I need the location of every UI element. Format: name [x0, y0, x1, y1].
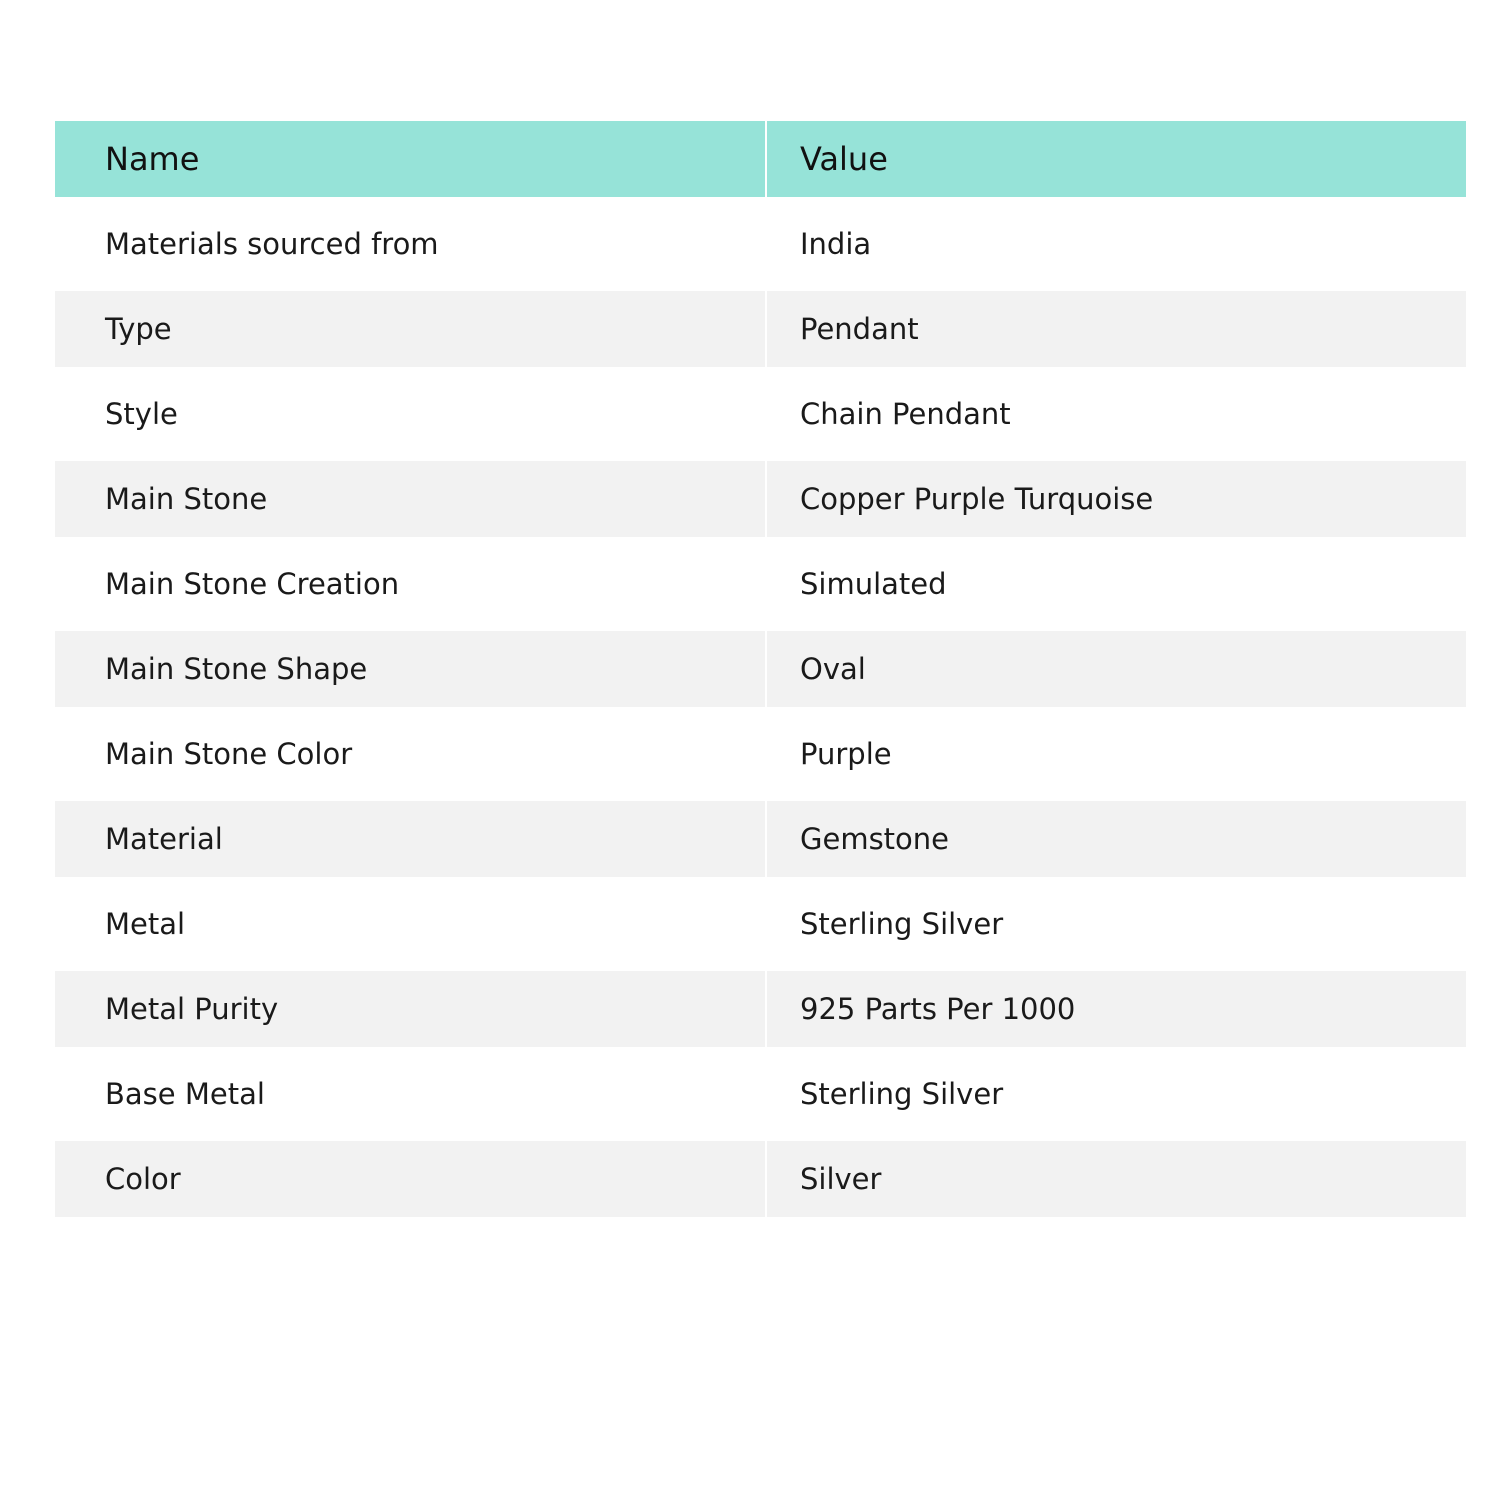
column-header-value: Value [766, 121, 1466, 197]
row-value-cell: Gemstone [766, 801, 1466, 877]
table-row [55, 631, 1466, 707]
row-value-cell: 925 Parts Per 1000 [766, 971, 1466, 1047]
row-value-cell: Chain Pendant [766, 367, 1466, 461]
table-row [55, 707, 1466, 801]
column-header-name: Name [55, 121, 766, 197]
row-name-cell: Main Stone [55, 461, 766, 537]
row-value-cell: Simulated [766, 537, 1466, 631]
row-value-cell: Pendant [766, 291, 1466, 367]
row-name-cell: Base Metal [55, 1047, 766, 1141]
row-value-cell: Oval [766, 631, 1466, 707]
row-value-cell: India [766, 197, 1466, 291]
row-name-cell: Style [55, 367, 766, 461]
row-name-cell: Main Stone Color [55, 707, 766, 801]
table-row [55, 291, 1466, 367]
row-name-cell: Metal Purity [55, 971, 766, 1047]
row-name-cell: Type [55, 291, 766, 367]
table-row [55, 1047, 1466, 1141]
row-name-cell: Main Stone Creation [55, 537, 766, 631]
table-row [55, 197, 1466, 291]
table-row [55, 877, 1466, 971]
row-name-cell: Material [55, 801, 766, 877]
row-name-cell: Metal [55, 877, 766, 971]
row-name-cell: Color [55, 1141, 766, 1217]
table-row [55, 367, 1466, 461]
specifications-table [55, 121, 1466, 1217]
table-body [55, 197, 1466, 1217]
row-name-cell: Materials sourced from [55, 197, 766, 291]
table-row [55, 461, 1466, 537]
table-row [55, 1141, 1466, 1217]
table-row [55, 971, 1466, 1047]
table-row [55, 537, 1466, 631]
table-header-row [55, 121, 1466, 197]
row-value-cell: Sterling Silver [766, 877, 1466, 971]
row-name-cell: Main Stone Shape [55, 631, 766, 707]
row-value-cell: Sterling Silver [766, 1047, 1466, 1141]
row-value-cell: Silver [766, 1141, 1466, 1217]
table-row [55, 801, 1466, 877]
row-value-cell: Purple [766, 707, 1466, 801]
row-value-cell: Copper Purple Turquoise [766, 461, 1466, 537]
